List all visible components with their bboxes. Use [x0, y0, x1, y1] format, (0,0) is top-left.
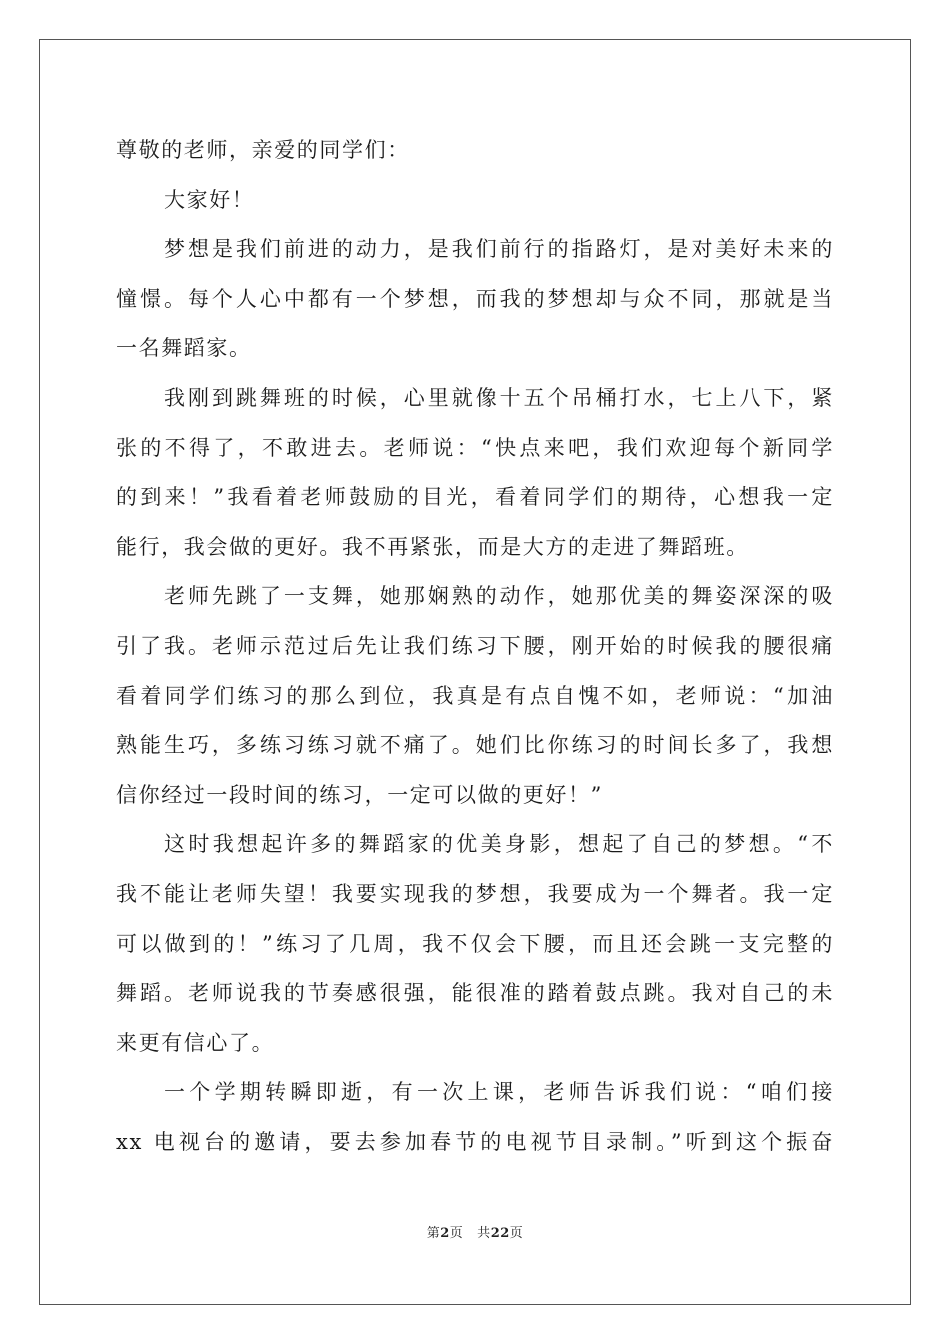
footer-current-page: 2: [440, 1226, 450, 1241]
text-line: 的到来！”我看着老师鼓励的目光，看着同学们的期待，心想我一定: [116, 485, 834, 510]
text-line: 舞蹈。老师说我的节奏感很强，能很准的踏着鼓点跳。我对自己的未: [116, 981, 834, 1006]
text-line: 一个学期转瞬即逝，有一次上课，老师告诉我们说：“咱们接: [164, 1080, 834, 1105]
text-line: xx 电视台的邀请，要去参加春节的电视节目录制。”听到这个振奋: [116, 1129, 834, 1154]
text-line: 引了我。老师示范过后先让我们练习下腰，刚开始的时候我的腰很痛: [116, 633, 834, 658]
text-line: 我不能让老师失望！我要实现我的梦想，我要成为一个舞者。我一定: [116, 881, 834, 906]
text-line: 可以做到的！”练习了几周，我不仅会下腰，而且还会跳一支完整的: [116, 931, 834, 956]
text-line: 一名舞蹈家。: [116, 336, 252, 361]
text-line: 熟能生巧，多练习练习就不痛了。她们比你练习的时间长多了，我想: [116, 733, 834, 758]
text-line: 这时我想起许多的舞蹈家的优美身影，想起了自己的梦想。“不: [164, 832, 834, 857]
footer-page-suffix: 页: [449, 1226, 464, 1241]
text-line: 来更有信心了。: [116, 1030, 275, 1055]
text-line: 大家好！: [164, 187, 255, 212]
text-line: 张的不得了，不敢进去。老师说：“快点来吧，我们欢迎每个新同学: [116, 435, 834, 460]
footer-total-pages: 22: [490, 1226, 510, 1241]
page-footer: [0, 1222, 950, 1241]
text-line: 梦想是我们前进的动力，是我们前行的指路灯，是对美好未来的: [164, 237, 834, 262]
text-line: 能行，我会做的更好。我不再紧张，而是大方的走进了舞蹈班。: [116, 534, 749, 559]
text-line: 看着同学们练习的那么到位，我真是有点自愧不如，老师说：“加油: [116, 683, 834, 708]
document-body: [116, 126, 834, 1167]
text-line: 我刚到跳舞班的时候，心里就像十五个吊桶打水，七上八下，紧: [164, 385, 834, 410]
footer-total-suffix: 页: [509, 1226, 524, 1241]
text-line: 老师先跳了一支舞，她那娴熟的动作，她那优美的舞姿深深的吸: [164, 584, 834, 609]
footer-total-prefix: 共: [477, 1226, 491, 1241]
text-line: 憧憬。每个人心中都有一个梦想，而我的梦想却与众不同，那就是当: [116, 286, 834, 311]
footer-prefix: 第: [426, 1226, 441, 1241]
text-line: 信你经过一段时间的练习，一定可以做的更好！”: [116, 782, 603, 807]
text-line: 尊敬的老师，亲爱的同学们：: [116, 138, 410, 162]
